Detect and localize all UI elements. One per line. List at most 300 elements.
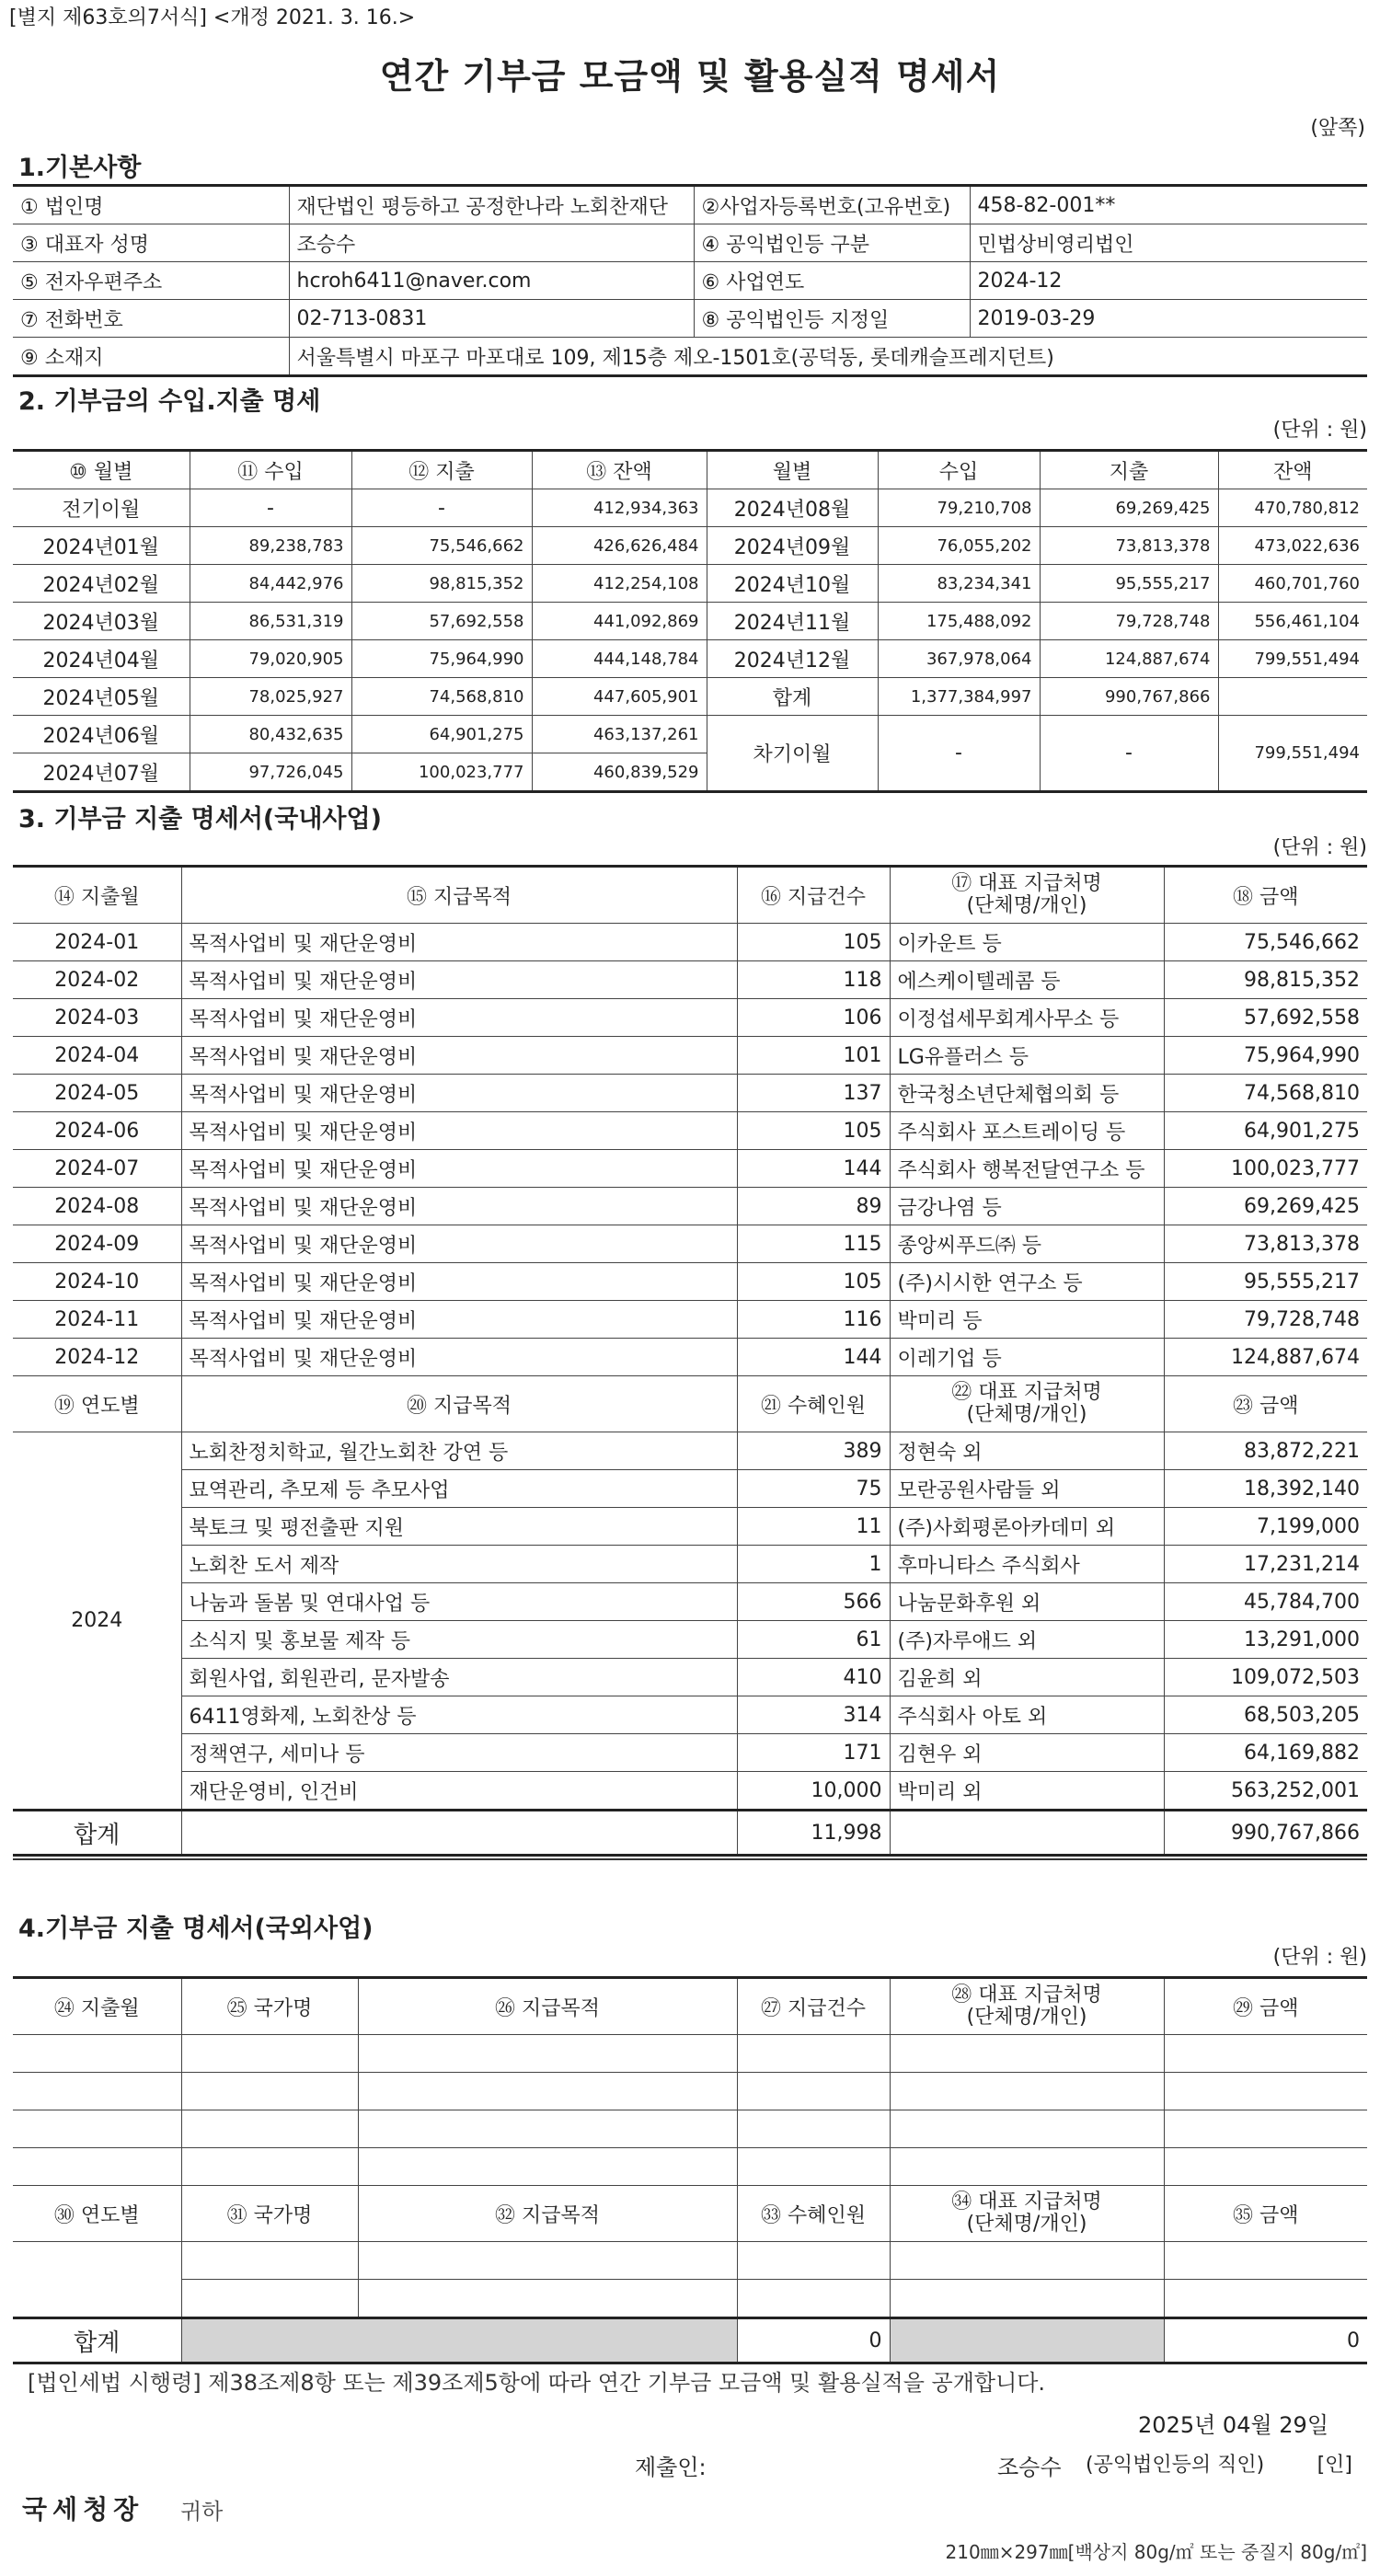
payee-cell: 한국청소년단체협의회 등 bbox=[890, 1075, 1164, 1112]
column-header: ⑪ 수입 bbox=[190, 451, 351, 489]
total-shaded bbox=[181, 2318, 737, 2363]
total-empty bbox=[181, 1811, 737, 1856]
income-cell: 78,025,927 bbox=[190, 678, 351, 716]
field-value: 2024-12 bbox=[970, 262, 1367, 300]
count-cell: 105 bbox=[737, 924, 890, 961]
payee-cell: 정현숙 외 bbox=[890, 1432, 1164, 1470]
count-cell: 116 bbox=[737, 1301, 890, 1339]
yearly-expense-row bbox=[13, 1432, 1367, 1470]
purpose-cell: 목적사업비 및 재단운영비 bbox=[181, 1301, 737, 1339]
payee-header-line: (단체명/개인) bbox=[966, 2006, 1087, 2029]
amount-cell: 100,023,777 bbox=[1164, 1150, 1367, 1188]
payee-cell: LG유플러스 등 bbox=[890, 1037, 1164, 1075]
payee-cell: 주식회사 행복전달연구소 등 bbox=[890, 1150, 1164, 1188]
balance-cell: 412,254,108 bbox=[532, 565, 707, 603]
month-cell: 2024년06월 bbox=[13, 716, 190, 753]
beneficiaries-cell: 389 bbox=[737, 1432, 890, 1470]
field-value: hcroh6411@naver.com bbox=[289, 262, 694, 300]
month-cell: 2024-03 bbox=[13, 999, 181, 1037]
expense-cell: 124,887,674 bbox=[1040, 640, 1218, 678]
expense-cell: 98,815,352 bbox=[351, 565, 532, 603]
empty-cell bbox=[358, 2110, 737, 2148]
table-header-row bbox=[13, 1978, 1367, 2035]
income-row bbox=[13, 678, 1367, 716]
month-cell: 2024년12월 bbox=[707, 640, 878, 678]
payee-cell: 김윤희 외 bbox=[890, 1659, 1164, 1696]
recipient: 국세청장 bbox=[22, 2494, 144, 2524]
column-header: ㉟ 금액 bbox=[1164, 2186, 1367, 2242]
payee-cell: 주식회사 아토 외 bbox=[890, 1696, 1164, 1734]
basic-row bbox=[13, 224, 1367, 262]
empty-cell bbox=[181, 2148, 358, 2186]
month-cell: 2024-12 bbox=[13, 1339, 181, 1376]
column-header: 잔액 bbox=[1218, 451, 1367, 489]
section-2-unit: (단위 : 원) bbox=[1272, 419, 1367, 442]
section-4-title: 4.기부금 지출 명세서(국외사업) bbox=[18, 1915, 374, 1943]
field-label: ⑧ 공익법인등 지정일 bbox=[694, 300, 970, 338]
income-row bbox=[13, 716, 1367, 753]
expense-cell: - bbox=[351, 489, 532, 527]
empty-cell bbox=[737, 2242, 890, 2280]
total-count: 0 bbox=[737, 2318, 890, 2363]
balance-cell: 444,148,784 bbox=[532, 640, 707, 678]
amount-cell: 68,503,205 bbox=[1164, 1696, 1367, 1734]
income-cell: 84,442,976 bbox=[190, 565, 351, 603]
empty-cell bbox=[13, 2110, 181, 2148]
amount-cell: 98,815,352 bbox=[1164, 961, 1367, 999]
purpose-cell: 목적사업비 및 재단운영비 bbox=[181, 1150, 737, 1188]
balance-cell: 463,137,261 bbox=[532, 716, 707, 753]
income-cell: 80,432,635 bbox=[190, 716, 351, 753]
income-cell: - bbox=[190, 489, 351, 527]
domestic-expense-row bbox=[13, 1225, 1367, 1263]
section-1-title: 1.기본사항 bbox=[18, 154, 142, 182]
amount-cell: 64,901,275 bbox=[1164, 1112, 1367, 1150]
balance-cell: 473,022,636 bbox=[1218, 527, 1367, 565]
basic-info-table bbox=[13, 184, 1367, 377]
purpose-cell: 목적사업비 및 재단운영비 bbox=[181, 999, 737, 1037]
column-header: ⑫ 지출 bbox=[351, 451, 532, 489]
month-cell: 2024-10 bbox=[13, 1263, 181, 1301]
payee-header-line: ㉞ 대표 지급처명 bbox=[951, 2191, 1102, 2214]
income-cell: 89,238,783 bbox=[190, 527, 351, 565]
total-label: 합계 bbox=[13, 1811, 181, 1856]
count-cell: 118 bbox=[737, 961, 890, 999]
empty-cell bbox=[13, 2073, 181, 2110]
field-value: 2019-03-29 bbox=[970, 300, 1367, 338]
purpose-cell: 목적사업비 및 재단운영비 bbox=[181, 1112, 737, 1150]
purpose-cell: 목적사업비 및 재단운영비 bbox=[181, 1225, 737, 1263]
month-cell: 2024-08 bbox=[13, 1188, 181, 1225]
yearly-expense-row bbox=[13, 1696, 1367, 1734]
column-header: ㉙ 금액 bbox=[1164, 1978, 1367, 2035]
month-cell: 2024년07월 bbox=[13, 753, 190, 792]
foreign-yearly-row bbox=[13, 2280, 1367, 2318]
empty-cell bbox=[358, 2280, 737, 2318]
table-header-row bbox=[13, 1376, 1367, 1432]
column-header: ⑱ 금액 bbox=[1164, 867, 1367, 924]
domestic-expense-row bbox=[13, 1150, 1367, 1188]
column-header: ⑮ 지급목적 bbox=[181, 867, 737, 924]
empty-cell bbox=[181, 2035, 358, 2073]
domestic-expense-row bbox=[13, 999, 1367, 1037]
balance-cell: 441,092,869 bbox=[532, 603, 707, 640]
balance-cell: 447,605,901 bbox=[532, 678, 707, 716]
purpose-cell: 노회찬 도서 제작 bbox=[181, 1546, 737, 1583]
column-header: ㉝ 수혜인원 bbox=[737, 2186, 890, 2242]
empty-cell bbox=[358, 2148, 737, 2186]
month-cell: 2024-02 bbox=[13, 961, 181, 999]
purpose-cell: 회원사업, 회원관리, 문자발송 bbox=[181, 1659, 737, 1696]
basic-row bbox=[13, 262, 1367, 300]
carry-forward-balance: 799,551,494 bbox=[1218, 716, 1367, 792]
total-empty bbox=[890, 1811, 1164, 1856]
domestic-expense-row bbox=[13, 1075, 1367, 1112]
expense-cell: 79,728,748 bbox=[1040, 603, 1218, 640]
yearly-expense-row bbox=[13, 1546, 1367, 1583]
month-cell: 2024년10월 bbox=[707, 565, 878, 603]
payee-cell: 박미리 외 bbox=[890, 1772, 1164, 1811]
payee-header-line: (단체명/개인) bbox=[966, 894, 1087, 917]
beneficiaries-cell: 171 bbox=[737, 1734, 890, 1772]
expense-cell: 74,568,810 bbox=[351, 678, 532, 716]
submission-date: 2025년 04월 29일 bbox=[1138, 2412, 1328, 2438]
total-count: 11,998 bbox=[737, 1811, 890, 1856]
purpose-cell: 노회찬정치학교, 월간노회찬 강연 등 bbox=[181, 1432, 737, 1470]
month-cell: 2024-05 bbox=[13, 1075, 181, 1112]
month-cell: 2024년08월 bbox=[707, 489, 878, 527]
payee-cell: 이레기업 등 bbox=[890, 1339, 1164, 1376]
payee-cell: 이정섭세무회계사무소 등 bbox=[890, 999, 1164, 1037]
purpose-cell: 묘역관리, 추모제 등 추모사업 bbox=[181, 1470, 737, 1508]
foreign-expense-row bbox=[13, 2148, 1367, 2186]
foreign-expense-row bbox=[13, 2110, 1367, 2148]
column-header: ㉕ 국가명 bbox=[181, 1978, 358, 2035]
income-cell: 97,726,045 bbox=[190, 753, 351, 792]
empty-cell bbox=[890, 2148, 1164, 2186]
empty-cell bbox=[737, 2035, 890, 2073]
amount-cell: 75,546,662 bbox=[1164, 924, 1367, 961]
domestic-expense-row bbox=[13, 1112, 1367, 1150]
empty-cell bbox=[890, 2242, 1164, 2280]
amount-cell: 109,072,503 bbox=[1164, 1659, 1367, 1696]
purpose-cell: 6411영화제, 노회찬상 등 bbox=[181, 1696, 737, 1734]
column-header: ㉖ 지급목적 bbox=[358, 1978, 737, 2035]
amount-cell: 64,169,882 bbox=[1164, 1734, 1367, 1772]
payee-cell: 후마니타스 주식회사 bbox=[890, 1546, 1164, 1583]
count-cell: 106 bbox=[737, 999, 890, 1037]
balance-cell: 470,780,812 bbox=[1218, 489, 1367, 527]
basic-row bbox=[13, 300, 1367, 338]
column-header-payee bbox=[890, 1978, 1164, 2035]
month-cell: 2024-11 bbox=[13, 1301, 181, 1339]
income-cell: 175,488,092 bbox=[878, 603, 1040, 640]
purpose-cell: 목적사업비 및 재단운영비 bbox=[181, 1339, 737, 1376]
balance-cell: 426,626,484 bbox=[532, 527, 707, 565]
empty-cell bbox=[358, 2242, 737, 2280]
table-header-row bbox=[13, 2186, 1367, 2242]
count-cell: 101 bbox=[737, 1037, 890, 1075]
amount-cell: 83,872,221 bbox=[1164, 1432, 1367, 1470]
amount-cell: 74,568,810 bbox=[1164, 1075, 1367, 1112]
income-cell: 79,020,905 bbox=[190, 640, 351, 678]
month-cell: 2024-07 bbox=[13, 1150, 181, 1188]
income-cell: 86,531,319 bbox=[190, 603, 351, 640]
column-header: ⑬ 잔액 bbox=[532, 451, 707, 489]
payee-cell: (주)사회평론아카데미 외 bbox=[890, 1508, 1164, 1546]
amount-cell: 124,887,674 bbox=[1164, 1339, 1367, 1376]
amount-cell: 69,269,425 bbox=[1164, 1188, 1367, 1225]
payee-cell: (주)자루애드 외 bbox=[890, 1621, 1164, 1659]
carry-forward-income: - bbox=[878, 716, 1040, 792]
payee-header-line: (단체명/개인) bbox=[966, 2213, 1087, 2236]
column-header-payee bbox=[890, 867, 1164, 924]
expense-cell: 64,901,275 bbox=[351, 716, 532, 753]
payee-header-line: (단체명/개인) bbox=[966, 1403, 1087, 1426]
field-label: ⑤ 전자우편주소 bbox=[13, 262, 289, 300]
expense-cell: 75,964,990 bbox=[351, 640, 532, 678]
column-header: ㉔ 지출월 bbox=[13, 1978, 181, 2035]
column-header-payee bbox=[890, 2186, 1164, 2242]
field-label: ④ 공익법인등 구분 bbox=[694, 224, 970, 262]
page-side-label: (앞쪽) bbox=[1310, 117, 1365, 140]
purpose-cell: 목적사업비 및 재단운영비 bbox=[181, 924, 737, 961]
balance-cell: 460,839,529 bbox=[532, 753, 707, 792]
purpose-cell: 나눔과 돌봄 및 연대사업 등 bbox=[181, 1583, 737, 1621]
field-label: ⑦ 전화번호 bbox=[13, 300, 289, 338]
purpose-cell: 북토크 및 평전출판 지원 bbox=[181, 1508, 737, 1546]
empty-cell bbox=[737, 2073, 890, 2110]
purpose-cell: 목적사업비 및 재단운영비 bbox=[181, 1075, 737, 1112]
field-label: ① 법인명 bbox=[13, 186, 289, 224]
yearly-expense-row bbox=[13, 1772, 1367, 1811]
beneficiaries-cell: 10,000 bbox=[737, 1772, 890, 1811]
income-row bbox=[13, 640, 1367, 678]
expense-cell: 73,813,378 bbox=[1040, 527, 1218, 565]
empty-cell bbox=[181, 2280, 358, 2318]
purpose-cell: 목적사업비 및 재단운영비 bbox=[181, 1263, 737, 1301]
domestic-total-row bbox=[13, 1811, 1367, 1856]
yearly-expense-row bbox=[13, 1583, 1367, 1621]
address-label: ⑨ 소재지 bbox=[13, 338, 289, 376]
field-value: 민법상비영리법인 bbox=[970, 224, 1367, 262]
domestic-expense-row bbox=[13, 1301, 1367, 1339]
section-divider bbox=[13, 1858, 1367, 1860]
empty-cell bbox=[181, 2242, 358, 2280]
month-cell: 2024년02월 bbox=[13, 565, 190, 603]
empty-cell bbox=[358, 2073, 737, 2110]
section-2-title: 2. 기부금의 수입.지출 명세 bbox=[18, 387, 321, 416]
field-label: ⑥ 사업연도 bbox=[694, 262, 970, 300]
field-value: 02-713-0831 bbox=[289, 300, 694, 338]
total-label: 합계 bbox=[13, 2318, 181, 2363]
payee-cell: 금강나염 등 bbox=[890, 1188, 1164, 1225]
purpose-cell: 목적사업비 및 재단운영비 bbox=[181, 1037, 737, 1075]
empty-cell bbox=[1164, 2148, 1367, 2186]
column-header: ⑭ 지출월 bbox=[13, 867, 181, 924]
month-cell: 전기이월 bbox=[13, 489, 190, 527]
foreign-expense-table bbox=[13, 1976, 1367, 2364]
expense-cell: 57,692,558 bbox=[351, 603, 532, 640]
yearly-expense-row bbox=[13, 1659, 1367, 1696]
yearly-expense-row bbox=[13, 1621, 1367, 1659]
field-value: 재단법인 평등하고 공정한나라 노회찬재단 bbox=[289, 186, 694, 224]
beneficiaries-cell: 314 bbox=[737, 1696, 890, 1734]
seal-mark: [인] bbox=[1317, 2454, 1352, 2477]
column-header: ⑯ 지급건수 bbox=[737, 867, 890, 924]
submitter-role: (공익법인등의 직인) bbox=[1086, 2454, 1265, 2477]
beneficiaries-cell: 11 bbox=[737, 1508, 890, 1546]
month-cell: 합계 bbox=[707, 678, 878, 716]
field-label: ②사업자등록번호(고유번호) bbox=[694, 186, 970, 224]
empty-cell bbox=[1164, 2280, 1367, 2318]
purpose-cell: 목적사업비 및 재단운영비 bbox=[181, 1188, 737, 1225]
column-header: ㉜ 지급목적 bbox=[358, 2186, 737, 2242]
payee-cell: 이카운트 등 bbox=[890, 924, 1164, 961]
amount-cell: 45,784,700 bbox=[1164, 1583, 1367, 1621]
domestic-expense-row bbox=[13, 1037, 1367, 1075]
address-value: 서울특별시 마포구 마포대로 109, 제15층 제오-1501호(공덕동, 롯데캐슬프레지던트) bbox=[289, 338, 1367, 376]
field-value: 458-82-001** bbox=[970, 186, 1367, 224]
income-row bbox=[13, 603, 1367, 640]
empty-cell bbox=[181, 2073, 358, 2110]
payee-cell: 에스케이텔레콤 등 bbox=[890, 961, 1164, 999]
income-row bbox=[13, 527, 1367, 565]
income-cell: 79,210,708 bbox=[878, 489, 1040, 527]
expense-cell: 100,023,777 bbox=[351, 753, 532, 792]
foreign-expense-row bbox=[13, 2035, 1367, 2073]
section-3-title: 3. 기부금 지출 명세서(국내사업) bbox=[18, 805, 382, 834]
amount-cell: 13,291,000 bbox=[1164, 1621, 1367, 1659]
income-header-row bbox=[13, 451, 1367, 489]
paper-spec: 210㎜×297㎜[백상지 80g/㎡ 또는 중질지 80g/㎡] bbox=[945, 2541, 1367, 2563]
empty-cell bbox=[890, 2073, 1164, 2110]
empty-cell bbox=[358, 2035, 737, 2073]
month-cell: 2024-06 bbox=[13, 1112, 181, 1150]
income-cell: 76,055,202 bbox=[878, 527, 1040, 565]
count-cell: 144 bbox=[737, 1339, 890, 1376]
domestic-expense-row bbox=[13, 924, 1367, 961]
beneficiaries-cell: 61 bbox=[737, 1621, 890, 1659]
count-cell: 144 bbox=[737, 1150, 890, 1188]
income-cell: 83,234,341 bbox=[878, 565, 1040, 603]
domestic-expense-row bbox=[13, 961, 1367, 999]
table-header-row bbox=[13, 867, 1367, 924]
count-cell: 137 bbox=[737, 1075, 890, 1112]
domestic-expense-row bbox=[13, 1188, 1367, 1225]
count-cell: 115 bbox=[737, 1225, 890, 1263]
balance-cell: 412,934,363 bbox=[532, 489, 707, 527]
column-header: ㉚ 연도별 bbox=[13, 2186, 181, 2242]
amount-cell: 18,392,140 bbox=[1164, 1470, 1367, 1508]
total-amount: 0 bbox=[1164, 2318, 1367, 2363]
basic-row bbox=[13, 186, 1367, 224]
column-header: ⑳ 지급목적 bbox=[181, 1376, 737, 1432]
beneficiaries-cell: 75 bbox=[737, 1470, 890, 1508]
purpose-cell: 목적사업비 및 재단운영비 bbox=[181, 961, 737, 999]
empty-cell bbox=[890, 2035, 1164, 2073]
yearly-expense-row bbox=[13, 1470, 1367, 1508]
expense-cell: 95,555,217 bbox=[1040, 565, 1218, 603]
count-cell: 105 bbox=[737, 1263, 890, 1301]
foreign-expense-row bbox=[13, 2073, 1367, 2110]
beneficiaries-cell: 410 bbox=[737, 1659, 890, 1696]
payee-header-line: ㉘ 대표 지급처명 bbox=[951, 1984, 1102, 2007]
submitter-label: 제출인: bbox=[635, 2455, 707, 2480]
foreign-total-row bbox=[13, 2318, 1367, 2363]
column-header: ㉓ 금액 bbox=[1164, 1376, 1367, 1432]
column-header: 월별 bbox=[707, 451, 878, 489]
carry-forward-label: 차기이월 bbox=[707, 716, 878, 792]
foreign-yearly-row bbox=[13, 2242, 1367, 2280]
field-label: ③ 대표자 성명 bbox=[13, 224, 289, 262]
income-expense-table bbox=[13, 449, 1367, 793]
month-cell: 2024년05월 bbox=[13, 678, 190, 716]
empty-cell bbox=[1164, 2242, 1367, 2280]
field-value: 조승수 bbox=[289, 224, 694, 262]
month-cell: 2024년01월 bbox=[13, 527, 190, 565]
payee-cell: 나눔문화후원 외 bbox=[890, 1583, 1164, 1621]
amount-cell: 17,231,214 bbox=[1164, 1546, 1367, 1583]
payee-cell: 박미리 등 bbox=[890, 1301, 1164, 1339]
expense-cell: 990,767,866 bbox=[1040, 678, 1218, 716]
empty-cell bbox=[13, 2242, 181, 2318]
document-title: 연간 기부금 모금액 및 활용실적 명세서 bbox=[379, 56, 1001, 97]
month-cell: 2024년03월 bbox=[13, 603, 190, 640]
honorific: 귀하 bbox=[180, 2499, 224, 2524]
column-header: 지출 bbox=[1040, 451, 1218, 489]
income-cell: 367,978,064 bbox=[878, 640, 1040, 678]
month-cell: 2024-04 bbox=[13, 1037, 181, 1075]
balance-cell: 556,461,104 bbox=[1218, 603, 1367, 640]
empty-cell bbox=[1164, 2073, 1367, 2110]
submitter-name: 조승수 bbox=[997, 2455, 1062, 2480]
yearly-expense-row bbox=[13, 1508, 1367, 1546]
expense-cell: 75,546,662 bbox=[351, 527, 532, 565]
empty-cell bbox=[13, 2035, 181, 2073]
carry-forward-expense: - bbox=[1040, 716, 1218, 792]
domestic-expense-row bbox=[13, 1339, 1367, 1376]
empty-cell bbox=[1164, 2110, 1367, 2148]
payee-header-line: ⑰ 대표 지급처명 bbox=[951, 872, 1102, 895]
purpose-cell: 소식지 및 홍보물 제작 등 bbox=[181, 1621, 737, 1659]
empty-cell bbox=[890, 2280, 1164, 2318]
address-row bbox=[13, 338, 1367, 376]
domestic-expense-table bbox=[13, 865, 1367, 1857]
empty-cell bbox=[181, 2110, 358, 2148]
payee-header-line: ㉒ 대표 지급처명 bbox=[951, 1381, 1102, 1404]
month-cell: 2024년04월 bbox=[13, 640, 190, 678]
column-header-payee bbox=[890, 1376, 1164, 1432]
month-cell: 2024년11월 bbox=[707, 603, 878, 640]
column-header: ⑲ 연도별 bbox=[13, 1376, 181, 1432]
total-shaded bbox=[890, 2318, 1164, 2363]
column-header: ㉗ 지급건수 bbox=[737, 1978, 890, 2035]
count-cell: 89 bbox=[737, 1188, 890, 1225]
income-cell: 1,377,384,997 bbox=[878, 678, 1040, 716]
amount-cell: 79,728,748 bbox=[1164, 1301, 1367, 1339]
column-header: ㉛ 국가명 bbox=[181, 2186, 358, 2242]
empty-cell bbox=[1164, 2035, 1367, 2073]
income-row bbox=[13, 489, 1367, 527]
amount-cell: 73,813,378 bbox=[1164, 1225, 1367, 1263]
empty-cell bbox=[737, 2110, 890, 2148]
empty-cell bbox=[13, 2148, 181, 2186]
month-cell: 2024년09월 bbox=[707, 527, 878, 565]
empty-cell bbox=[890, 2110, 1164, 2148]
payee-cell: 종앙씨푸드㈜ 등 bbox=[890, 1225, 1164, 1263]
legal-basis-note: [법인세법 시행령] 제38조제8항 또는 제39조제5항에 따라 연간 기부금 모금액 및 활용실적을 공개합니다. bbox=[28, 2370, 1046, 2396]
